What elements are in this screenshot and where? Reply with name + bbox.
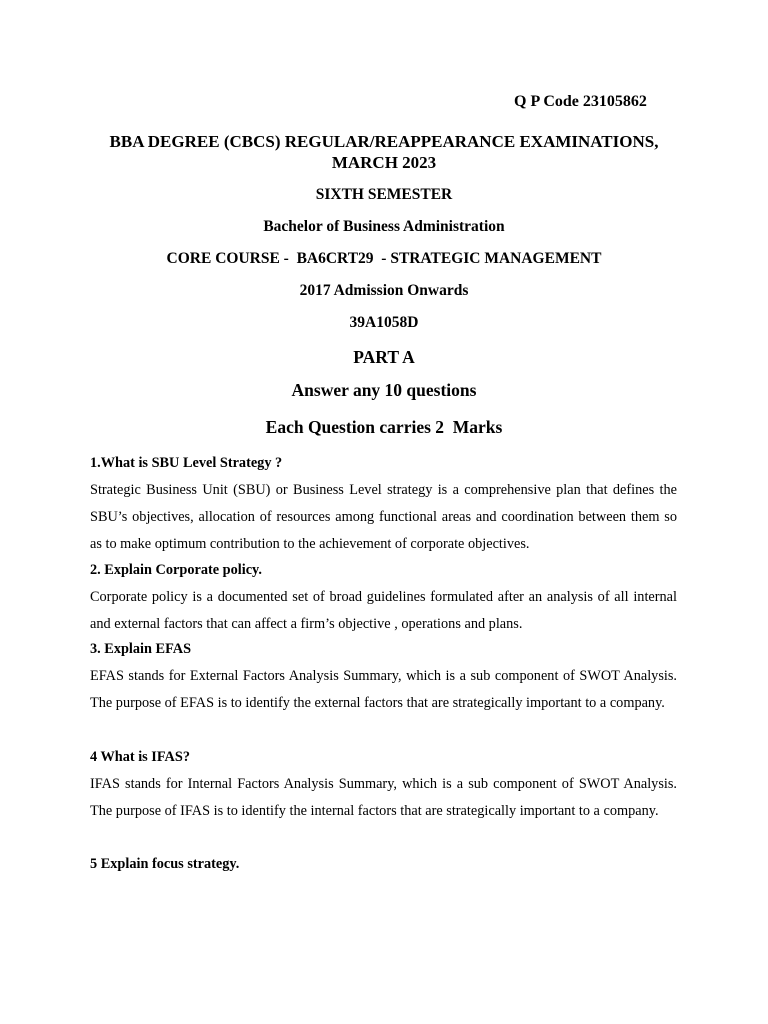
question-title: 2. Explain Corporate policy. [90,562,262,578]
question-title: 5 Explain focus strategy. [90,856,240,872]
question-title: 1.What is SBU Level Strategy ? [90,455,283,471]
question-block-4 [90,744,677,825]
qp-code: Q P Code 23105862 [514,93,647,110]
admission-note: 2017 Admission Onwards [299,282,469,299]
question-title: 3. Explain EFAS [90,641,192,657]
answer-text: Corporate policy is a documented set of broad guidelines formulated after an analysis of all internal and external factors that can affect a firm’s objective , operations and plans. [90,589,677,632]
semester: SIXTH SEMESTER [315,186,453,203]
marks-note: Each Question carries 2 Marks [265,417,503,437]
answer-text: IFAS stands for Internal Factors Analysis Summary, which is a sub component of SWOT Analysis. The purpose of IFAS is to identify the internal factors that are strategically important to a company. [90,776,677,819]
question-block-1 [90,450,677,558]
course-title: CORE COURSE - BA6CRT29 - STRATEGIC MANAGEMENT [166,250,602,267]
exam-title: BBA DEGREE (CBCS) REGULAR/REAPPEARANCE EXAMINATIONS, MARCH 2023 [109,132,659,172]
question-block-5 [90,851,677,878]
part-title: PART A [353,347,415,367]
program-name: Bachelor of Business Administration [263,218,505,235]
question-block-3 [90,636,677,717]
answer-text: EFAS stands for External Factors Analysis Summary, which is a sub component of SWOT Analysis. The purpose of EFAS is to identify the external factors that are strategically important to a company. [90,668,677,711]
paper-code: 39A1058D [349,314,419,331]
part-instruction: Answer any 10 questions [291,380,477,400]
question-title: 4 What is IFAS? [90,749,190,765]
answer-text: Strategic Business Unit (SBU) or Business Level strategy is a comprehensive plan that defines the SBU’s objectives, allocation of resources among functional areas and coordination between them so as to make optimum contribution to the achievement of corporate objectives. [90,482,677,552]
question-block-2 [90,557,677,638]
